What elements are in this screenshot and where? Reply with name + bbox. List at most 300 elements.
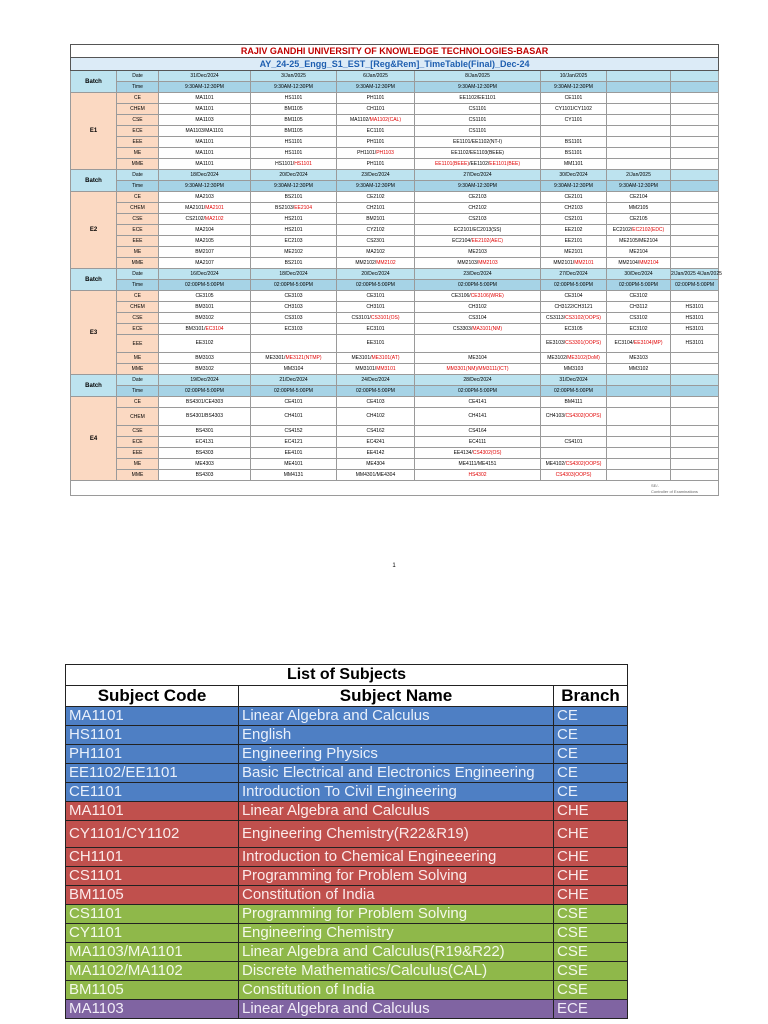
subject-cell — [251, 448, 337, 459]
subject-cell — [159, 470, 251, 481]
subject-cell — [337, 335, 415, 353]
subject-cell — [541, 148, 607, 159]
subject-cell — [251, 225, 337, 236]
subject-cell — [541, 470, 607, 481]
subject-branch: CSE — [554, 943, 628, 962]
subject-cell — [671, 313, 719, 324]
subject-code: CS2301 — [366, 238, 385, 244]
subject-name: Basic Electrical and Electronics Engineering — [239, 764, 554, 783]
subject-code: BS4303 — [195, 450, 214, 456]
subject-code: EC3103 — [284, 326, 303, 332]
subject-cell — [251, 353, 337, 364]
subject-cell — [607, 448, 671, 459]
subject-code: CS3103 — [284, 315, 303, 321]
subject-name: Introduction to Chemical Engineeering — [239, 848, 554, 867]
subject-cell — [159, 335, 251, 353]
subject-cell — [337, 247, 415, 258]
subject-code: PH1101 — [366, 95, 385, 101]
branch-label: ECE — [117, 126, 159, 137]
subject-cell — [671, 93, 719, 104]
subject-cell — [159, 448, 251, 459]
subject-cell — [671, 448, 719, 459]
subject-cell — [415, 148, 541, 159]
subject-code: /EE1102/ — [469, 161, 490, 167]
subject-cell — [251, 426, 337, 437]
remedial-code: CS3301(OOPS) — [565, 340, 602, 346]
subject-cell — [607, 313, 671, 324]
subject-code: CE3105 — [195, 293, 214, 299]
subject-row — [66, 745, 628, 764]
subject-code: ME2103 — [468, 249, 487, 255]
subject-cell — [541, 104, 607, 115]
subject-cell — [415, 225, 541, 236]
subject-cell — [671, 353, 719, 364]
subject-row — [66, 848, 628, 867]
exam-date: 23/Dec/2024 — [415, 269, 541, 280]
subject-row — [66, 802, 628, 821]
subject-cell — [159, 258, 251, 269]
exam-time: 02:00PM-5:00PM — [159, 386, 251, 397]
subject-code: CS4164 — [468, 428, 487, 434]
subject-cell — [159, 324, 251, 335]
subject-cell — [251, 236, 337, 247]
subject-code: HS2101 — [284, 216, 303, 222]
remedial-code: HS1101 — [294, 161, 312, 167]
subject-code: CH3101 — [366, 304, 385, 310]
subject-code: CS1101 — [468, 106, 487, 112]
subject-cell — [337, 104, 415, 115]
exam-date: 27/Dec/2024 — [541, 269, 607, 280]
subject-code: HS1101 — [284, 150, 303, 156]
subject-code: EE2101 — [564, 238, 583, 244]
subject-code: MM3101/ — [355, 366, 377, 372]
subject-cell — [415, 353, 541, 364]
subject-cell — [607, 126, 671, 137]
subject-cell — [541, 353, 607, 364]
subject-code: CE2105 — [629, 216, 648, 222]
exam-date: 21/Dec/2024 — [251, 375, 337, 386]
exam-time: 9:30AM-12:30PM — [337, 181, 415, 192]
subject-code: BM1105 — [284, 106, 303, 112]
subject-cell — [337, 236, 415, 247]
subject-cell — [337, 258, 415, 269]
subject-code: ME4101 — [284, 461, 303, 467]
subject-cell — [671, 159, 719, 170]
subject-code: MM2105 — [628, 205, 649, 211]
subject-cell — [251, 437, 337, 448]
subject-cell — [541, 459, 607, 470]
remedial-code: MA2101 — [205, 205, 224, 211]
subject-name: Engineering Chemistry — [239, 924, 554, 943]
exam-time — [671, 181, 719, 192]
exam-time: 02:00PM-5:00PM — [415, 386, 541, 397]
timetable-container — [70, 44, 722, 569]
branch-label: MME — [117, 470, 159, 481]
subject-name: Programming for Problem Solving — [239, 867, 554, 886]
subject-cell — [337, 225, 415, 236]
exam-date: 30/Dec/2024 — [607, 269, 671, 280]
subject-cell — [337, 203, 415, 214]
subject-cell — [415, 397, 541, 408]
subject-cell — [607, 247, 671, 258]
exam-time: 02:00PM-5:00PM — [415, 280, 541, 291]
subject-code: EC4111 — [468, 439, 487, 445]
subject-code: CE4141 — [468, 399, 487, 405]
remedial-code: CS4302(OOPS) — [565, 461, 602, 467]
branch-label: CSE — [117, 115, 159, 126]
subject-code: CS2103 — [468, 216, 487, 222]
subject-cell — [415, 459, 541, 470]
subject-row — [66, 943, 628, 962]
subject-code: EC1101 — [366, 128, 385, 134]
remedial-code: EC3104 — [205, 326, 224, 332]
subject-cell — [159, 192, 251, 203]
subject-cell — [607, 236, 671, 247]
exam-time — [607, 82, 671, 93]
remedial-code: EE1101(BEE) — [489, 161, 521, 167]
subject-row — [66, 726, 628, 745]
subject-cell — [607, 258, 671, 269]
subject-code: CH4101 — [284, 413, 303, 419]
subject-cell — [159, 459, 251, 470]
exam-time: 02:00PM-5:00PM — [159, 280, 251, 291]
branch-label: MME — [117, 258, 159, 269]
subject-cell — [671, 225, 719, 236]
subject-cell — [541, 426, 607, 437]
subject-row — [66, 886, 628, 905]
subject-cell — [337, 192, 415, 203]
exam-date: 23/Dec/2024 — [337, 170, 415, 181]
subject-cell — [337, 313, 415, 324]
remedial-code: MM2103 — [478, 260, 498, 266]
subject-code: ME3101/ — [351, 355, 372, 361]
remedial-code: EE1101(BEEE) — [434, 161, 470, 167]
subject-code: EC4241 — [366, 439, 385, 445]
subject-code: ME3102/ — [547, 355, 568, 361]
subject-code: CH3103 — [284, 304, 303, 310]
subject-code: BM3101/ — [185, 326, 206, 332]
date-label: Date — [117, 269, 159, 280]
branch-label: CHEM — [117, 408, 159, 426]
subject-code: PH1101 — [66, 745, 239, 764]
subject-cell — [337, 302, 415, 313]
subject-code: CS1101 — [66, 905, 239, 924]
branch-label: CHEM — [117, 302, 159, 313]
subject-cell — [415, 214, 541, 225]
subject-cell — [337, 137, 415, 148]
subject-cell — [251, 459, 337, 470]
subject-code: CS3101/ — [351, 315, 371, 321]
branch-label: ECE — [117, 324, 159, 335]
subject-cell — [607, 148, 671, 159]
subject-code: CS1101 — [468, 128, 487, 134]
subject-code: MM3102 — [628, 366, 649, 372]
subject-branch: CHE — [554, 802, 628, 821]
subject-name: English — [239, 726, 554, 745]
subject-cell — [541, 203, 607, 214]
subject-code: HS1101/ — [275, 161, 295, 167]
subject-cell — [607, 93, 671, 104]
exam-date: 18/Dec/2024 — [251, 269, 337, 280]
subject-cell — [671, 408, 719, 426]
subject-cell — [251, 291, 337, 302]
subject-cell — [415, 247, 541, 258]
subject-cell — [607, 437, 671, 448]
subject-cell — [607, 214, 671, 225]
subject-name: Linear Algebra and Calculus — [239, 1000, 554, 1019]
subject-code: CS3303/ — [452, 326, 473, 332]
subject-name: Introduction To Civil Engineering — [239, 783, 554, 802]
subject-row — [66, 821, 628, 848]
branch-label: CE — [117, 397, 159, 408]
subject-cell — [541, 236, 607, 247]
subject-code: CE3104 — [564, 293, 583, 299]
exam-time: 9:30AM-12:30PM — [541, 82, 607, 93]
subject-code: BS1101 — [564, 139, 583, 145]
subject-code: PH1101 — [366, 139, 385, 145]
signature-text: SE/- — [651, 483, 659, 488]
time-label: Time — [117, 386, 159, 397]
subject-cell — [671, 437, 719, 448]
subject-code: PH1101 — [366, 161, 385, 167]
subject-name: Discrete Mathematics/Calculus(CAL) — [239, 962, 554, 981]
subject-cell — [415, 437, 541, 448]
subject-branch: CSE — [554, 981, 628, 1000]
subject-cell — [415, 93, 541, 104]
exam-date: 31/Dec/2024 — [541, 375, 607, 386]
subject-cell — [159, 104, 251, 115]
subject-code: CH3102 — [468, 304, 487, 310]
subject-cell — [607, 291, 671, 302]
subject-branch: CHE — [554, 848, 628, 867]
exam-time: 9:30AM-12:30PM — [607, 181, 671, 192]
remedial-code: MA2102 — [204, 216, 224, 222]
subject-code: CS4101 — [564, 439, 583, 445]
subject-cell — [251, 126, 337, 137]
exam-date: 20/Dec/2024 — [337, 269, 415, 280]
subject-code: CE2102 — [366, 194, 385, 200]
branch-label: ME — [117, 247, 159, 258]
header-branch: Branch — [554, 686, 628, 707]
subject-cell — [251, 258, 337, 269]
branch-label: CE — [117, 93, 159, 104]
subject-code: EC4121 — [284, 439, 303, 445]
exam-time — [607, 386, 671, 397]
subject-code: EC3104/ — [614, 340, 634, 346]
subject-cell — [671, 192, 719, 203]
subject-cell — [541, 408, 607, 426]
subject-cell — [607, 225, 671, 236]
remedial-code: EC2102(EDC) — [632, 227, 665, 233]
remedial-code: MA1102(CAL) — [369, 117, 401, 123]
subject-cell — [607, 470, 671, 481]
subject-cell — [337, 426, 415, 437]
subject-cell — [251, 137, 337, 148]
exam-date: 3/Jan/2025 — [251, 71, 337, 82]
subject-code: CH4141 — [468, 413, 487, 419]
batch-label: Batch — [71, 375, 117, 397]
subject-code: MA2107 — [195, 260, 214, 266]
exam-date — [671, 375, 719, 386]
group-label: E2 — [71, 192, 117, 269]
subject-cell — [541, 126, 607, 137]
subject-code: CH4103/ — [545, 413, 566, 419]
exam-time: 02:00PM-5:00PM — [541, 280, 607, 291]
subject-cell — [159, 397, 251, 408]
subject-cell — [415, 126, 541, 137]
controller-label: Controller of Examinations — [651, 489, 698, 494]
subject-cell — [337, 291, 415, 302]
subject-code: MA1102/ — [350, 117, 370, 123]
branch-label: ME — [117, 353, 159, 364]
subject-cell — [337, 353, 415, 364]
subject-cell — [607, 203, 671, 214]
subject-cell — [541, 192, 607, 203]
subject-code: EE4134/ — [453, 450, 473, 456]
date-label: Date — [117, 170, 159, 181]
subject-code: EC3101 — [366, 326, 385, 332]
subject-code: BM4111 — [564, 399, 583, 405]
subject-code: BM3102 — [195, 315, 214, 321]
subject-cell — [337, 437, 415, 448]
subject-cell — [159, 159, 251, 170]
subject-cell — [337, 408, 415, 426]
subjects-container — [65, 664, 627, 1024]
remedial-code: PH1103 — [376, 150, 394, 156]
subject-cell — [159, 225, 251, 236]
subject-cell — [671, 364, 719, 375]
exam-time: 9:30AM-12:30PM — [415, 181, 541, 192]
exam-date — [607, 375, 671, 386]
subject-code: CE2103 — [468, 194, 487, 200]
subject-cell — [159, 426, 251, 437]
subject-code: BM1105 — [66, 886, 239, 905]
subject-cell — [671, 137, 719, 148]
subject-code: HS3101 — [685, 326, 704, 332]
exam-time: 9:30AM-12:30PM — [541, 181, 607, 192]
subject-cell — [671, 126, 719, 137]
subject-cell — [541, 214, 607, 225]
subject-cell — [159, 313, 251, 324]
subject-cell — [251, 324, 337, 335]
subject-code: EE4142 — [366, 450, 385, 456]
subject-cell — [541, 397, 607, 408]
subject-cell — [159, 247, 251, 258]
remedial-code: CS3101(OS) — [370, 315, 400, 321]
subject-cell — [159, 408, 251, 426]
exam-date: 10/Jan/2025 — [541, 71, 607, 82]
branch-label: CE — [117, 291, 159, 302]
subject-cell — [607, 104, 671, 115]
exam-timetable — [70, 44, 722, 496]
subject-code: CH2103 — [564, 205, 583, 211]
subject-row — [66, 1000, 628, 1019]
subject-code: HS2101 — [284, 227, 303, 233]
subject-code: MA1101 — [195, 106, 214, 112]
subject-cell — [541, 137, 607, 148]
group-label: E3 — [71, 291, 117, 375]
subject-code: ME2102 — [284, 249, 303, 255]
subject-cell — [415, 426, 541, 437]
subject-cell — [159, 115, 251, 126]
subject-code: CE4101 — [284, 399, 303, 405]
subject-code: EE3101 — [366, 340, 385, 346]
subject-code: CE1101 — [66, 783, 239, 802]
subject-cell — [415, 408, 541, 426]
exam-date: 28/Dec/2024 — [415, 375, 541, 386]
subject-code: HS1101 — [284, 95, 303, 101]
remedial-code: ME3102(DoM) — [567, 355, 600, 361]
subject-code: EC3105 — [564, 326, 583, 332]
subject-cell — [607, 137, 671, 148]
subject-code: CH2102 — [468, 205, 487, 211]
exam-time: 02:00PM-5:00PM — [251, 386, 337, 397]
subject-cell — [337, 159, 415, 170]
subject-cell — [159, 93, 251, 104]
subject-cell — [251, 397, 337, 408]
subject-code: BS4301/BS4303 — [186, 413, 223, 419]
subject-row — [66, 981, 628, 1000]
subject-name: Constitution of India — [239, 886, 554, 905]
subject-row — [66, 905, 628, 924]
subject-code: CE3101 — [366, 293, 385, 299]
subject-code: CH3112 — [629, 304, 648, 310]
date-label: Date — [117, 375, 159, 386]
subject-code: CY2102 — [366, 227, 385, 233]
subject-code: MA2103 — [195, 194, 214, 200]
subject-code: CS1101 — [66, 867, 239, 886]
exam-date: 19/Dec/2024 — [159, 375, 251, 386]
exam-date: 2/Jan/2025 — [607, 170, 671, 181]
subject-cell — [159, 353, 251, 364]
exam-date — [671, 170, 719, 181]
subject-row — [66, 867, 628, 886]
subject-cell — [251, 148, 337, 159]
subject-row — [66, 962, 628, 981]
subject-code: EE1102/EE1103(BEEE) — [451, 150, 504, 156]
subject-cell — [671, 104, 719, 115]
subject-cell — [337, 470, 415, 481]
subject-cell — [671, 214, 719, 225]
subject-code: ME4102/ — [545, 461, 566, 467]
subject-code: BS4301/CE4303 — [185, 399, 224, 405]
subject-code: EC4131 — [195, 439, 214, 445]
subject-cell — [159, 137, 251, 148]
subject-cell — [251, 335, 337, 353]
subject-code: ME3103 — [629, 355, 648, 361]
remedial-code: HS4302 — [468, 472, 487, 478]
subject-code: BS2101 — [284, 194, 303, 200]
subject-cell — [541, 437, 607, 448]
subject-code: MA1103/MA1101 — [185, 128, 224, 134]
remedial-code: CS4303(OOPS) — [555, 472, 592, 478]
subject-cell — [337, 364, 415, 375]
subject-code: MA1103 — [66, 1000, 239, 1019]
branch-label: CSE — [117, 313, 159, 324]
subject-cell — [607, 397, 671, 408]
subject-code: MM1101 — [563, 161, 584, 167]
subject-cell — [415, 291, 541, 302]
subject-code: MM2103/ — [457, 260, 479, 266]
subject-name: Engineering Physics — [239, 745, 554, 764]
subject-code: MA1101 — [195, 95, 214, 101]
subject-code: MA1102/MA1102 — [66, 962, 239, 981]
subject-cell — [607, 192, 671, 203]
subject-branch: CE — [554, 745, 628, 764]
remedial-code: MM3301(NM)/MM3111(ICT) — [446, 366, 509, 372]
subject-cell — [541, 291, 607, 302]
subject-code: HS3101 — [685, 340, 704, 346]
